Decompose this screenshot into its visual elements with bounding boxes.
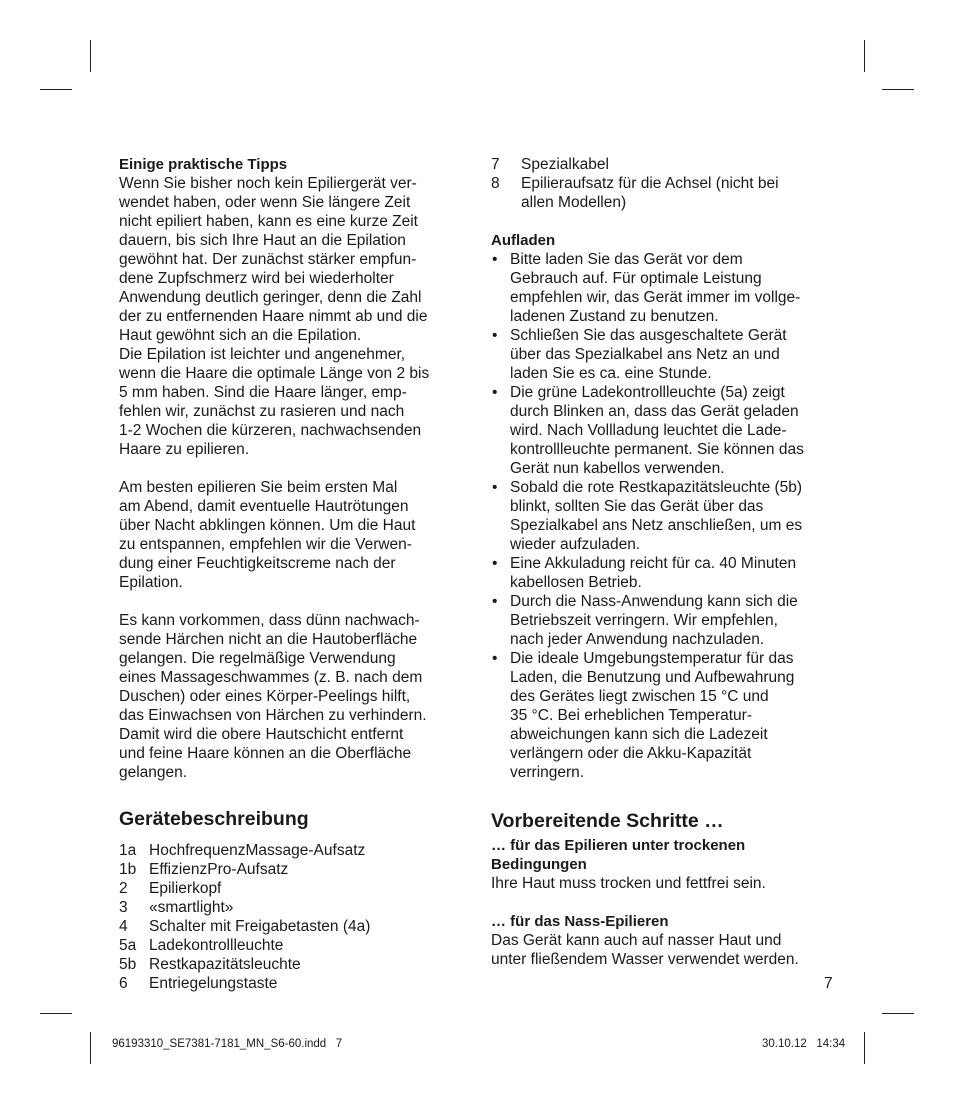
part-label: EffizienzPro-Aufsatz xyxy=(149,861,289,878)
charging-bullet-list xyxy=(491,250,836,782)
part-label: Restkapazitätsleuchte xyxy=(149,956,301,973)
parts-list-item xyxy=(491,174,836,212)
part-number: 8 xyxy=(491,175,500,192)
text-line: eines Massageschwammes (z. B. nach dem xyxy=(119,669,423,686)
text-line: Haare zu epilieren. xyxy=(119,441,250,458)
parts-list-continued xyxy=(491,155,836,212)
text-line: Duschen) oder eines Körper-Peelings hilft, xyxy=(119,688,411,705)
text-line: wenn die Haare die optimale Länge von 2 bis xyxy=(119,365,430,382)
text-line: Epilation. xyxy=(119,574,183,591)
text-line: dene Zupfschmerz wird bei wiederholter xyxy=(119,270,394,287)
part-number: 4 xyxy=(119,918,128,935)
crop-mark-bottom-right-horizontal xyxy=(882,1013,914,1014)
text-line: dung einer Feuchtigkeitscreme nach der xyxy=(119,555,396,572)
text-line: das Einwachsen von Härchen zu verhindern. xyxy=(119,707,427,724)
parts-list-item xyxy=(119,898,464,917)
part-label: Ladekontrollleuchte xyxy=(149,937,284,954)
text-line: 1-2 Wochen die kürzeren, nachwachsenden xyxy=(119,422,422,439)
parts-list-item xyxy=(119,917,464,936)
bullet-icon: • xyxy=(492,555,498,572)
crop-mark-top-left-horizontal xyxy=(40,89,72,90)
text-line: gelangen. Die regelmäßige Verwendung xyxy=(119,650,396,667)
dry-heading xyxy=(491,836,836,874)
parts-list-item xyxy=(119,936,464,955)
tips-paragraph-3 xyxy=(119,611,464,782)
text-line: Bedingungen xyxy=(491,856,587,873)
bullet-text: Schließen Sie das ausgeschaltete Gerät über das Spezialkabel ans Netz an und laden Sie es ca. eine Stunde. xyxy=(510,327,787,382)
wet-heading: … für das Nass-Epilieren xyxy=(491,913,669,930)
part-label: HochfrequenzMassage-Aufsatz xyxy=(149,842,366,859)
text-line: 5 mm haben. Sind die Haare länger, emp- xyxy=(119,384,407,401)
bullet-text: Die grüne Ladekontrollleuchte (5a) zeigt durch Blinken an, dass das Gerät geladen wird. Nach Vollladung leuchtet die Lade- kontrollleuchte permanent. Sie können das Gerät nun kabellos verwenden. xyxy=(510,384,804,477)
text-line: Am besten epilieren Sie beim ersten Mal xyxy=(119,479,398,496)
page-number: 7 xyxy=(824,975,833,992)
part-number: 5b xyxy=(119,956,137,973)
part-label: Schalter mit Freigabetasten (4a) xyxy=(149,918,371,935)
text-line: unter fließendem Wasser verwendet werden. xyxy=(491,951,799,968)
charging-bullet-item xyxy=(491,326,836,383)
crop-mark-top-right-horizontal xyxy=(882,89,914,90)
crop-mark-top-left-vertical xyxy=(90,40,91,72)
part-number: 1a xyxy=(119,842,137,859)
prep-heading: Vorbereitende Schritte … xyxy=(491,810,724,832)
text-line: gelangen. xyxy=(119,764,188,781)
text-line: … für das Epilieren unter trockenen xyxy=(491,837,746,854)
text-line: dauern, bis sich Ihre Haut an die Epilation xyxy=(119,232,406,249)
part-number: 5a xyxy=(119,937,137,954)
crop-mark-bottom-right-vertical xyxy=(864,1032,865,1064)
bullet-icon: • xyxy=(492,593,498,610)
text-line: am Abend, damit eventuelle Hautrötungen xyxy=(119,498,409,515)
wet-text xyxy=(491,931,836,969)
text-line: Haut gewöhnt sich an die Epilation. xyxy=(119,327,362,344)
crop-mark-bottom-left-horizontal xyxy=(40,1013,72,1014)
tips-heading: Einige praktische Tipps xyxy=(119,156,288,173)
charging-bullet-item xyxy=(491,250,836,326)
bullet-icon: • xyxy=(492,650,498,667)
bullet-text: Die ideale Umgebungstemperatur für das Laden, die Benutzung und Aufbewahrung des Gerätes liegt zwischen 15 °C und 35 °C. Bei erheblichen Temperatur- abweichungen kann sich die Ladezeit verlängern oder die Akku-Kapazität verringern. xyxy=(510,650,795,781)
charging-heading: Aufladen xyxy=(491,232,556,249)
bullet-text: Eine Akkuladung reicht für ca. 40 Minuten kabellosen Betrieb. xyxy=(510,555,797,591)
charging-bullet-item xyxy=(491,554,836,592)
charging-bullet-item xyxy=(491,649,836,782)
text-line: sende Härchen nicht an die Hautoberfläche xyxy=(119,631,418,648)
parts-list-item xyxy=(491,155,836,174)
part-number: 6 xyxy=(119,975,128,992)
parts-list-item xyxy=(119,860,464,879)
bullet-text: Sobald die rote Restkapazitätsleuchte (5b) blinkt, sollten Sie das Gerät über das Spezialkabel ans Netz anschließen, um es wieder aufzuladen. xyxy=(510,479,803,553)
part-number: 2 xyxy=(119,880,128,897)
charging-bullet-item xyxy=(491,592,836,649)
part-label: Entriegelungstaste xyxy=(149,975,278,992)
description-heading: Gerätebeschreibung xyxy=(119,808,309,830)
text-line: Es kann vorkommen, dass dünn nachwach- xyxy=(119,612,420,629)
bullet-icon: • xyxy=(492,479,498,496)
left-column xyxy=(119,155,464,993)
parts-list-item xyxy=(119,879,464,898)
slug-file-info: 96193310_SE7381-7181_MN_S6-60.indd 7 xyxy=(112,1038,343,1050)
text-line: über Nacht abklingen können. Um die Haut xyxy=(119,517,416,534)
part-label: Spezialkabel xyxy=(521,156,609,173)
part-label: Epilieraufsatz für die Achsel (nicht bei allen Modellen) xyxy=(521,175,779,211)
text-line: Wenn Sie bisher noch kein Epiliergerät ver- xyxy=(119,175,417,192)
text-line: Das Gerät kann auch auf nasser Haut und xyxy=(491,932,782,949)
text-line: Anwendung deutlich geringer, denn die Zahl xyxy=(119,289,422,306)
dry-text: Ihre Haut muss trocken und fettfrei sein. xyxy=(491,875,766,892)
text-line: der zu entfernenden Haare nimmt ab und die xyxy=(119,308,428,325)
charging-bullet-item xyxy=(491,383,836,478)
text-line: wendet haben, oder wenn Sie längere Zeit xyxy=(119,194,411,211)
text-line: fehlen wir, zunächst zu rasieren und nach xyxy=(119,403,405,420)
part-number: 7 xyxy=(491,156,500,173)
part-number: 3 xyxy=(119,899,128,916)
parts-list-item xyxy=(119,955,464,974)
bullet-text: Bitte laden Sie das Gerät vor dem Gebrauch auf. Für optimale Leistung empfehlen wir, das Gerät immer im vollge- ladenen Zustand zu benutzen. xyxy=(510,251,801,325)
parts-list-item xyxy=(119,974,464,993)
bullet-icon: • xyxy=(492,327,498,344)
right-column xyxy=(491,155,836,969)
parts-list xyxy=(119,841,464,993)
tips-paragraph-1 xyxy=(119,174,464,459)
charging-bullet-item xyxy=(491,478,836,554)
text-line: nicht epiliert haben, kann es eine kurze Zeit xyxy=(119,213,418,230)
bullet-icon: • xyxy=(492,251,498,268)
text-line: zu entspannen, empfehlen wir die Verwen- xyxy=(119,536,412,553)
parts-list-item xyxy=(119,841,464,860)
part-label: Epilierkopf xyxy=(149,880,222,897)
text-line: Damit wird die obere Hautschicht entfernt xyxy=(119,726,404,743)
text-line: Die Epilation ist leichter und angenehmer, xyxy=(119,346,406,363)
bullet-icon: • xyxy=(492,384,498,401)
part-label: «smartlight» xyxy=(149,899,234,916)
part-number: 1b xyxy=(119,861,137,878)
tips-paragraph-2 xyxy=(119,478,464,592)
bullet-text: Durch die Nass-Anwendung kann sich die Betriebszeit verringern. Wir empfehlen, nach jeder Anwendung nachzuladen. xyxy=(510,593,798,648)
text-line: gewöhnt hat. Der zunächst stärker empfun- xyxy=(119,251,417,268)
crop-mark-top-right-vertical xyxy=(864,40,865,72)
slug-date-time: 30.10.12 14:34 xyxy=(762,1038,846,1050)
crop-mark-bottom-left-vertical xyxy=(90,1032,91,1064)
text-line: und feine Haare können an die Oberfläche xyxy=(119,745,412,762)
